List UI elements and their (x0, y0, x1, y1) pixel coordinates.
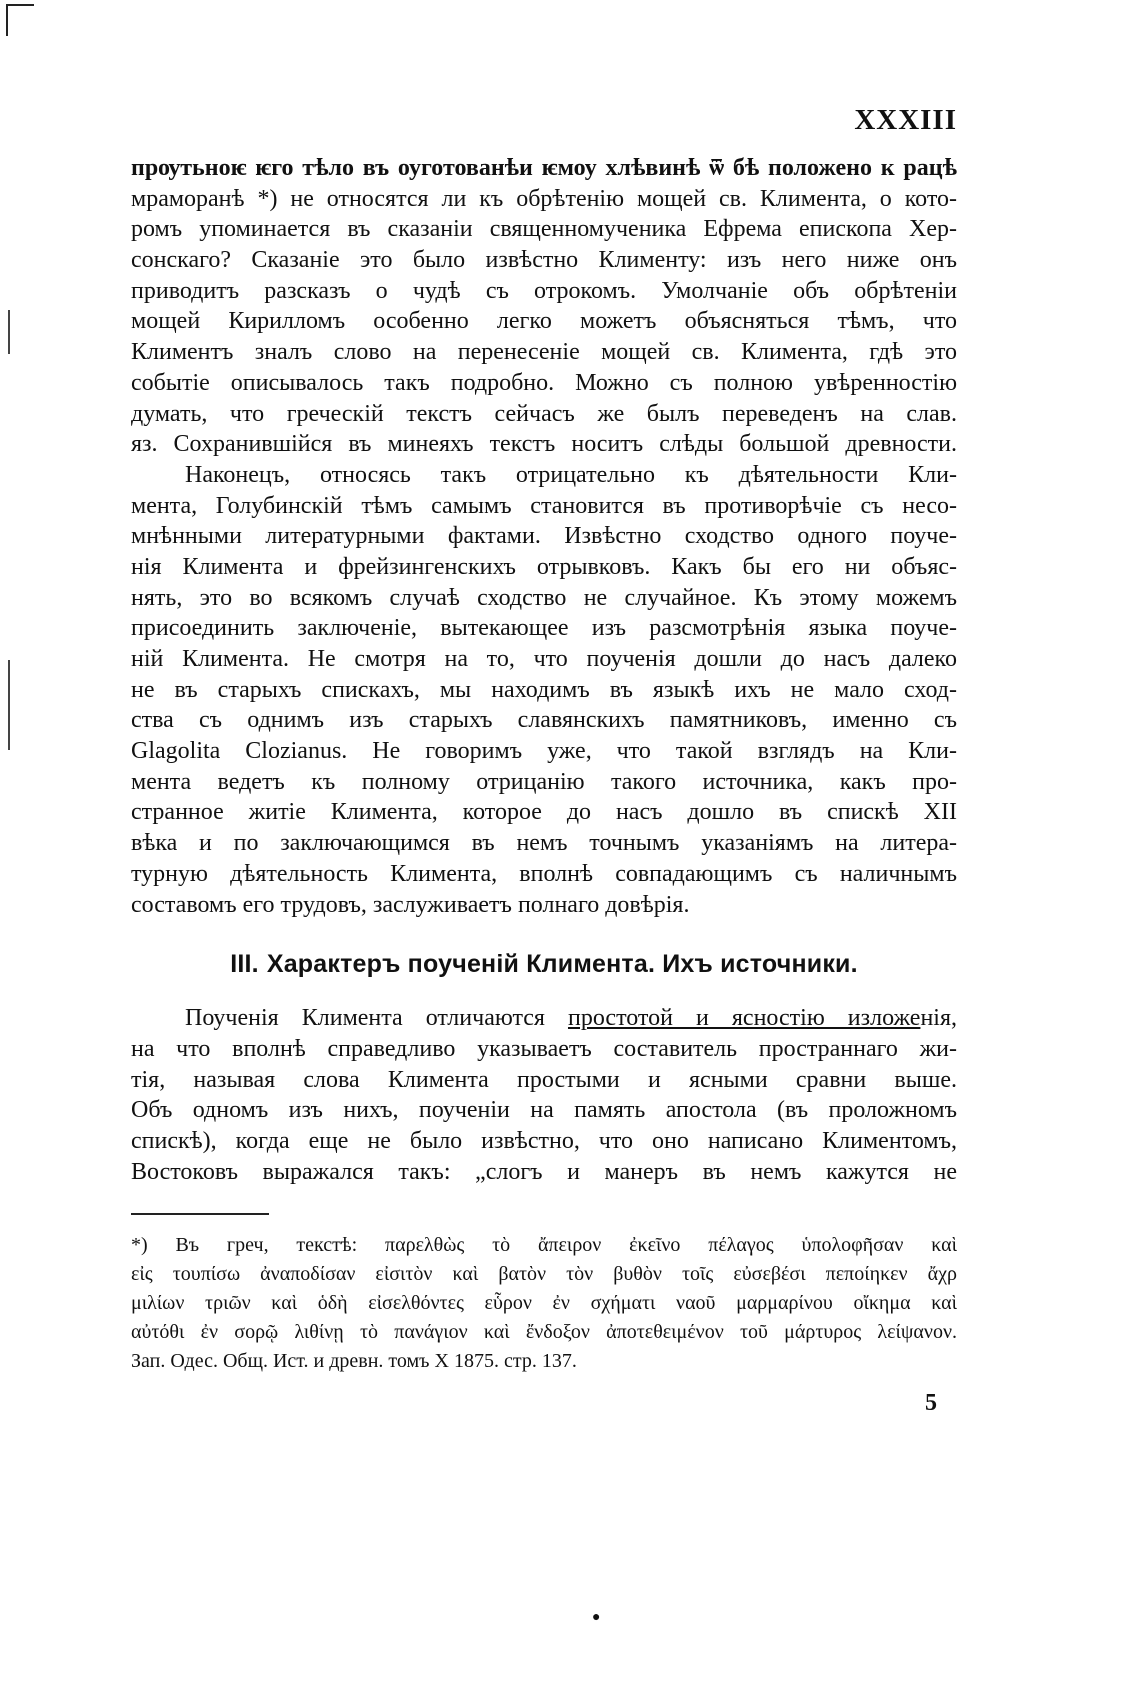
text-line: Glagolita Clozianus. Не говоримъ уже, что такой взглядъ на Кли- (131, 738, 957, 765)
text-line: яз. Сохранившійся въ минеяхъ текстъ носитъ слѣды большой древности. (131, 431, 957, 458)
text-line (131, 1003, 957, 1034)
text-line: нія Климента и фрейзингенскихъ отрывковъ. Какъ бы его ни объяс- (131, 553, 957, 580)
text-line: составомъ его трудовъ, заслуживаетъ полнаго довѣрія. (131, 891, 690, 918)
text-line: событіе описывалось такъ подробно. Можно съ полною увѣренностію (131, 369, 957, 396)
text-line: приводитъ разсказъ о чудѣ съ отрокомъ. Умолчаніе объ обрѣтеніи (131, 277, 957, 304)
text-line: Наконецъ, относясь такъ отрицательно къ дѣятельности Кли- (185, 461, 957, 488)
footnote-line: μιλίων τριῶν καὶ ὁδὴ εἰσελθόντες εὗρον ἐν σχήματι ναοῦ μαρμαρίνου οἴκημα καὶ (131, 1292, 957, 1315)
paragraph-1 (131, 153, 957, 460)
text-line: прѹтьноѥ ѥго тѣло въ оуготованѣи ѥмоу хлѣвинѣ ѿ бѣ положено к рацѣ (131, 155, 957, 181)
scan-speck: ● (592, 1610, 601, 1625)
scan-corner-mark (6, 4, 34, 36)
text-line: сонскаго? Сказаніе это было извѣстно Клименту: изъ него ниже онъ (131, 247, 957, 274)
underlined-phrase: простотой и ясностію изложе (567, 1005, 921, 1032)
footnote (131, 1231, 957, 1376)
text-span: Поученія Климента отличаются (185, 1005, 568, 1032)
footnote-line: εἰς τουπίσω ἀναποδίσαν εἰσιτὸν καὶ βατὸν τὸν βυθὸν τοῖς εὐσεβέσι πεποίηκεν ἄχρ (131, 1263, 957, 1286)
section-heading (131, 950, 957, 979)
text-line: присоединить заключеніе, вытекающее изъ разсмотрѣнія языка поуче- (131, 615, 957, 642)
text-line: Востоковъ выражался такъ: „слогъ и манеръ въ немъ кажутся не (131, 1158, 957, 1185)
text-line: мраморанѣ *) не относятся ли къ обрѣтенію мощей св. Климента, о кото- (131, 185, 957, 212)
paragraph-2 (131, 460, 957, 920)
margin-mark (8, 310, 10, 354)
text-line: мнѣнными литературными фактами. Извѣстно сходство одного поуче- (131, 523, 957, 550)
text-line: нять, это во всякомъ случаѣ сходство не случайное. Къ этому можемъ (131, 584, 957, 611)
text-line: думать, что греческій текстъ сейчасъ же былъ переведенъ на слав. (131, 400, 957, 427)
footnote-line: Зап. Одес. Общ. Ист. и древн. томъ X 1875. стр. 137. (131, 1350, 577, 1373)
paragraph-3 (131, 1003, 957, 1187)
footnote-line: *) Въ греч, текстѣ: παρελθὼς τὸ ἄπειρον ἐκεῖνο πέλαγος ὑπολοφῆσαν καὶ (131, 1234, 957, 1257)
page-number-top: XXXIII (854, 104, 957, 136)
text-line: вѣка и по заключающимся въ немъ точнымъ указаніямъ на литера- (131, 830, 957, 857)
text-line: мента ведетъ къ полному отрицанію такого источника, какъ про- (131, 768, 957, 795)
section-number: III. (230, 950, 259, 979)
text-line: Климентъ зналъ слово на перенесеніе мощей св. Климента, гдѣ это (131, 339, 957, 366)
text-line: странное житіе Климента, которое до насъ дошло въ спискѣ XII (131, 799, 957, 826)
text-line: мента, Голубинскій тѣмъ самымъ становится въ противорѣчіе съ несо- (131, 492, 957, 519)
text-line: на что вполнѣ справедливо указываетъ составитель пространнаго жи- (131, 1035, 957, 1062)
text-line: ромъ упоминается въ сказаніи священномученика Ефрема епископа Хер- (131, 216, 957, 243)
text-line: тія, называя слова Климента простыми и ясными сравни выше. (131, 1066, 957, 1093)
page-number-bottom: 5 (925, 1390, 937, 1417)
text-line: ства съ однимъ изъ старыхъ славянскихъ памятниковъ, именно съ (131, 707, 957, 734)
text-line: ній Климента. Не смотря на то, что поученія дошли до насъ далеко (131, 646, 957, 672)
footnote-line: αὐτόθι ἐν σορῷ λιθίνῃ τὸ πανάγιον καὶ ἔνδοξον ἀποτεθειμένον τοῦ μάρτυρος λείψανον. (131, 1321, 957, 1344)
margin-mark (8, 660, 10, 750)
document-page (131, 104, 957, 1417)
footnote-divider (131, 1213, 269, 1215)
text-line: турную дѣятельность Климента, вполнѣ совпадающимъ съ наличнымъ (131, 860, 957, 887)
section-title: Характеръ поученій Климента. Ихъ источники. (266, 950, 858, 979)
text-span: нія, (920, 1005, 957, 1032)
text-line: мощей Кирилломъ особенно легко можетъ объясняться тѣмъ, что (131, 308, 957, 335)
text-line: не въ старыхъ спискахъ, мы находимъ въ языкѣ ихъ не мало сход- (131, 676, 957, 703)
text-line: спискѣ), когда еще не было извѣстно, что оно написано Климентомъ, (131, 1127, 957, 1154)
text-line: Объ одномъ изъ нихъ, поученіи на память апостола (въ проложномъ (131, 1097, 957, 1124)
